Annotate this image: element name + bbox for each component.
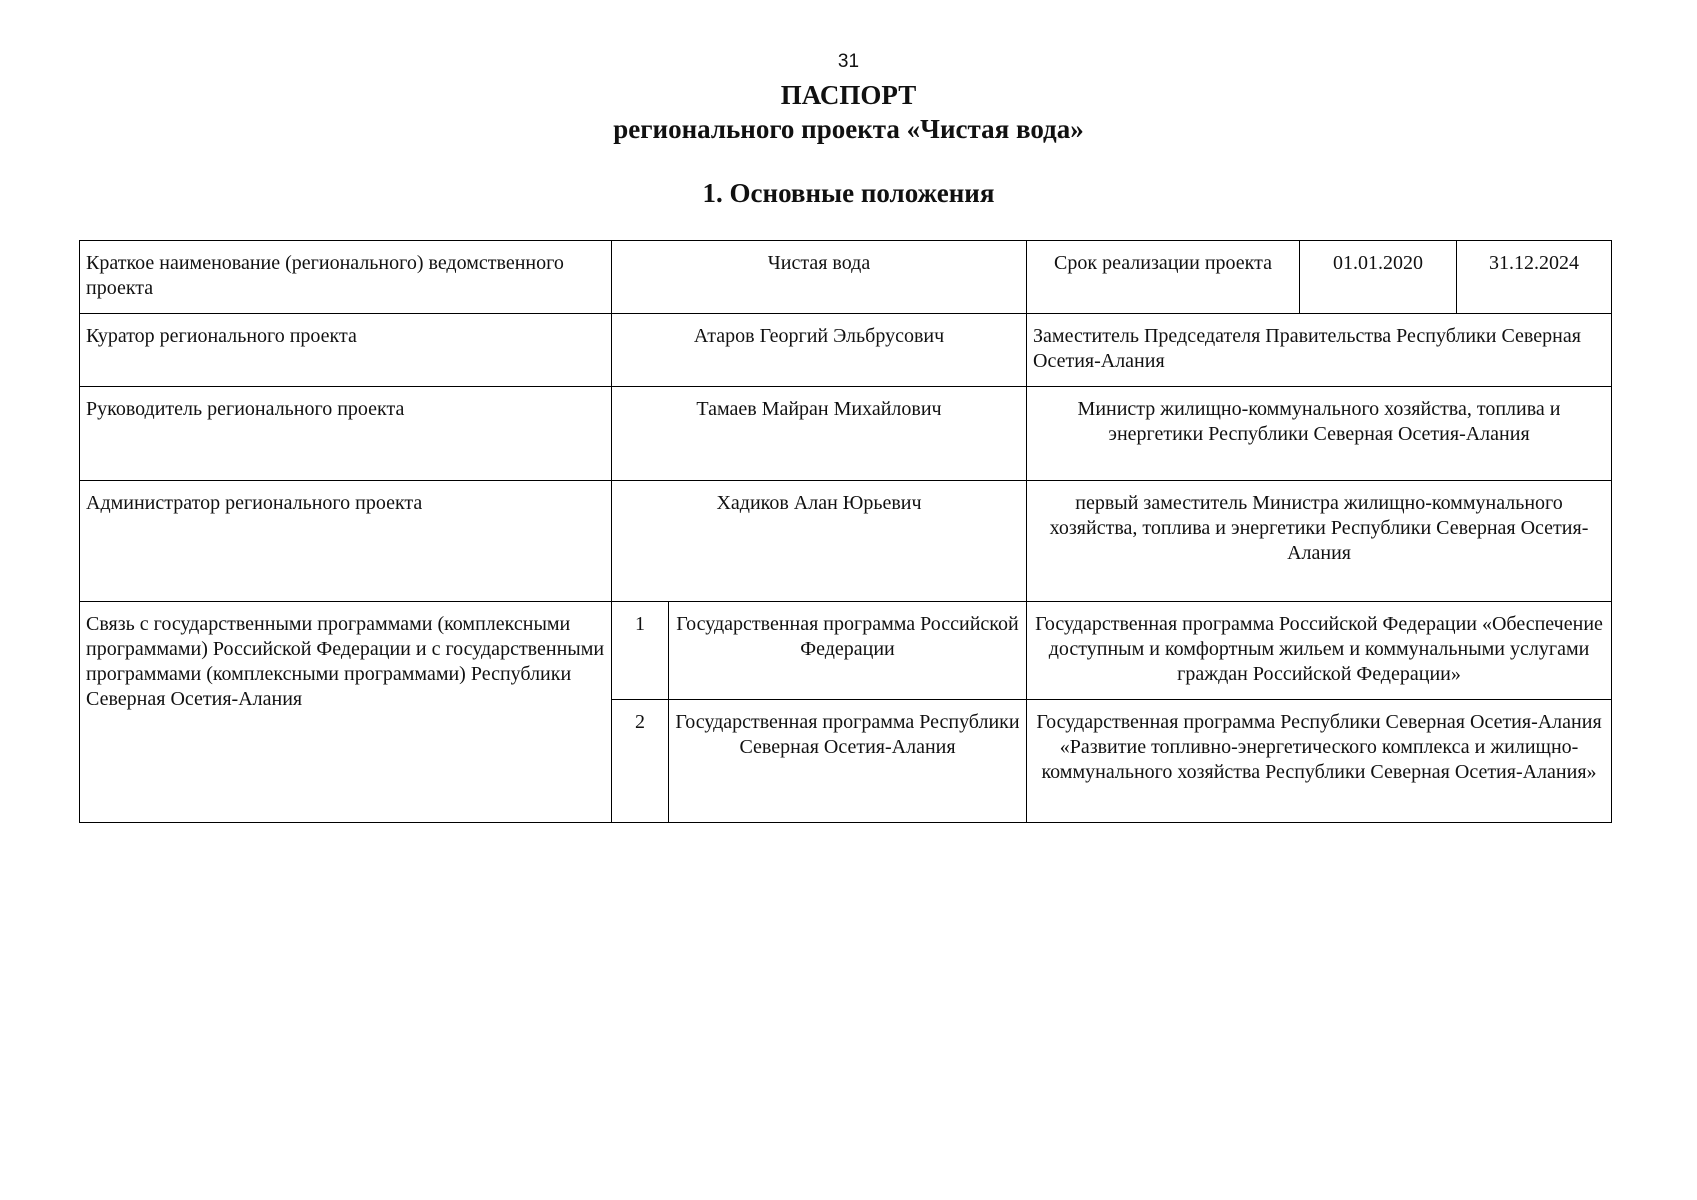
curator-name: Атаров Георгий Эльбрусович <box>612 314 1027 387</box>
administrator-name: Хадиков Алан Юрьевич <box>612 481 1027 602</box>
table-row-administrator <box>80 481 1612 602</box>
program-number: 2 <box>612 700 669 823</box>
start-date: 01.01.2020 <box>1300 241 1457 314</box>
document-title: ПАСПОРТ <box>780 80 917 110</box>
short-name-value: Чистая вода <box>612 241 1027 314</box>
section-heading: 1. Основные положения <box>702 178 995 208</box>
administrator-label: Администратор регионального проекта <box>80 481 612 602</box>
table-row-program-1 <box>80 602 1612 700</box>
program-name: Государственная программа Республики Северная Осетия-Алания «Развитие топливно-энергетического комплекса и жилищно-коммунального хозяйства Республики Северная Осетия-Алания» <box>1027 700 1612 823</box>
short-name-label: Краткое наименование (регионального) ведомственного проекта <box>80 241 612 314</box>
program-number: 1 <box>612 602 669 700</box>
curator-position: Заместитель Председателя Правительства Республики Северная Осетия-Алания <box>1027 314 1612 387</box>
table-row-manager <box>80 387 1612 481</box>
table-row-short-name <box>80 241 1612 314</box>
program-type: Государственная программа Российской Федерации <box>669 602 1027 700</box>
manager-position: Министр жилищно-коммунального хозяйства, топлива и энергетики Республики Северная Осетия-Алания <box>1027 387 1612 481</box>
program-name: Государственная программа Российской Федерации «Обеспечение доступным и комфортным жильем и коммунальными услугами граждан Российской Федерации» <box>1027 602 1612 700</box>
document-subtitle: регионального проекта «Чистая вода» <box>613 114 1084 144</box>
page-number: 31 <box>837 51 860 72</box>
end-date: 31.12.2024 <box>1457 241 1612 314</box>
program-type: Государственная программа Республики Северная Осетия-Алания <box>669 700 1027 823</box>
manager-label: Руководитель регионального проекта <box>80 387 612 481</box>
programs-label: Связь с государственными программами (комплексными программами) Российской Федерации и с государственными программами (комплексными программами) Республики Северная Осетия-Алания <box>80 602 612 823</box>
table-row-curator <box>80 314 1612 387</box>
period-label: Срок реализации проекта <box>1027 241 1300 314</box>
administrator-position: первый заместитель Министра жилищно-коммунального хозяйства, топлива и энергетики Республики Северная Осетия-Алания <box>1027 481 1612 602</box>
manager-name: Тамаев Майран Михайлович <box>612 387 1027 481</box>
passport-table <box>79 240 1612 823</box>
curator-label: Куратор регионального проекта <box>80 314 612 387</box>
